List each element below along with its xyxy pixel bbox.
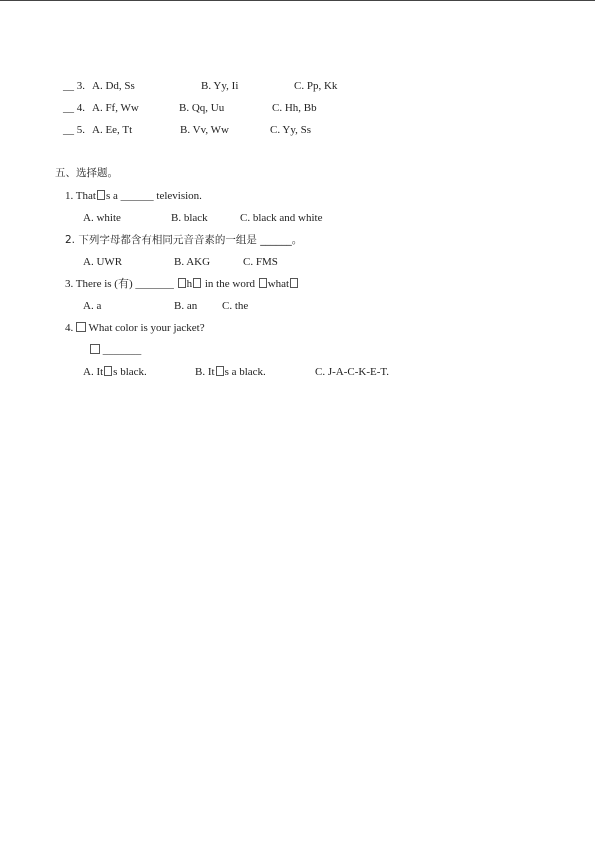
matching-row-4-option-b: B. Qq, Uu (179, 102, 225, 114)
question-1-option-a: A. white (83, 212, 121, 224)
question-2: 2. 下列字母都含有相同元音音素的一组是 ______。 (65, 234, 303, 246)
question-3-word: what (267, 278, 290, 290)
question-4-answer-line (90, 344, 141, 357)
question-1 (65, 190, 202, 203)
missing-glyph-box (104, 366, 112, 376)
question-4-option-b (195, 366, 266, 379)
question-4 (65, 322, 205, 335)
question-1-rest: s a ______ television. (105, 190, 202, 202)
matching-row-5-option-a: A. Ee, Tt (92, 124, 133, 136)
matching-row-5-lead: __ 5. (63, 124, 85, 136)
matching-row-4-option-c: C. Hh, Bb (272, 102, 317, 114)
question-4-option-a-start: A. It (83, 366, 104, 378)
missing-glyph-box (193, 278, 201, 288)
question-3-option-c: C. the (222, 300, 249, 312)
matching-row-5-option-b: B. Vv, Ww (180, 124, 229, 136)
question-4-option-b-start: B. It (195, 366, 215, 378)
missing-glyph-box (290, 278, 298, 288)
question-2-option-b: B. AKG (174, 256, 211, 268)
question-3-option-a: A. a (83, 300, 102, 312)
top-rule (0, 0, 595, 1)
question-1-option-c: C. black and white (240, 212, 323, 224)
matching-row-5-option-c: C. Yy, Ss (270, 124, 312, 136)
question-2-option-c: C. FMS (243, 256, 278, 268)
matching-row-3-option-c: C. Pp, Kk (294, 80, 338, 92)
missing-glyph-box (259, 278, 267, 288)
question-4-option-a (83, 366, 147, 379)
question-4-option-b-end: s a black. (224, 366, 266, 378)
question-3-start: 3. There is (有) _______ (65, 278, 177, 290)
question-3-letter: h (186, 278, 193, 290)
question-4-blank: _______ (100, 344, 142, 356)
question-4-number: 4. (65, 322, 76, 334)
question-4-option-c: C. J-A-C-K-E-T. (315, 366, 390, 378)
section-5-heading: 五、选择题。 (55, 167, 118, 179)
question-2-option-a: A. UWR (83, 256, 123, 268)
missing-glyph-box (97, 190, 105, 200)
speaker-box (76, 322, 86, 332)
question-3-middle: in the word (202, 278, 258, 290)
question-4-text: What color is your jacket? (86, 322, 205, 334)
missing-glyph-box (216, 366, 224, 376)
question-1-start: 1. That (65, 190, 96, 202)
matching-row-3-option-b: B. Yy, Ii (201, 80, 239, 92)
matching-row-3-option-a: A. Dd, Ss (92, 80, 135, 92)
question-3 (65, 278, 299, 291)
question-1-option-b: B. black (171, 212, 208, 224)
question-3-option-b: B. an (174, 300, 198, 312)
question-4-option-a-end: s black. (113, 366, 147, 378)
matching-row-4-option-a: A. Ff, Ww (92, 102, 139, 114)
missing-glyph-box (178, 278, 186, 288)
speaker-box (90, 344, 100, 354)
matching-row-4-lead: __ 4. (63, 102, 85, 114)
matching-row-3-lead: __ 3. (63, 80, 85, 92)
